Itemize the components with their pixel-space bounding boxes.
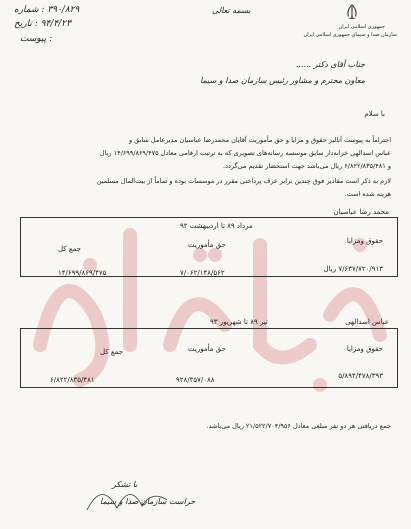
body-line1: احتراماً به پیوست آنالیز حقوق و مزایا و حق مأموریت آقایان محمدرضا عباسیان مدیرعامل سابق و xyxy=(129,136,391,144)
emblem-line2: سازمان صدا و سیمای جمهوری اسلامی ایران xyxy=(303,32,397,38)
signature-line2: حراست سازمان صدا و سیما xyxy=(100,497,196,506)
emblem-icon xyxy=(343,3,361,21)
letter-date: ۹۴/۴/۲۳ : تاریخ xyxy=(14,19,71,29)
emblem-line1: جمهوری اسلامی ایران xyxy=(338,24,385,30)
person2-col-salary: حقوق ومزایا xyxy=(346,345,383,353)
person2-period: تیر ۸۹ تا شهریور ۹۳ xyxy=(210,318,268,326)
body-line4: لازم به ذکر است مقادیر فوق چندین برابر عرف پرداختی مقرر در موسسات بوده و تماماً از بیت‌المال مسلمین xyxy=(96,177,391,185)
bismillah: بسمه تعالی xyxy=(212,6,251,15)
signature-line1: با تشکر xyxy=(112,480,138,489)
letter-number: ۳۹۰/۸۲۹ : شماره xyxy=(14,5,80,15)
greeting: با سلام xyxy=(364,110,385,118)
summary-line: جمع دریافتی هر دو نفر مبلغی معادل ۲۱/۵۲۲/۷۰۴/۹۵۶ ریال می‌باشد. xyxy=(206,422,391,430)
body-line2: عباس اسدالهی خزانه‌دار سابق موسسه رسانه‌های تصویری که به ترتیب ارقامی معادل ۱۴/۶۹۹/۸۶۹/۴۷۵ ریال xyxy=(99,149,391,157)
person1-period: مرداد ۸۹ تا اردیبهشت ۹۲ xyxy=(180,222,253,230)
person2-col-mission: حق مأموریت xyxy=(188,345,226,353)
person1-name: محمد رضا عباسیان xyxy=(333,208,389,216)
person1-col-total: جمع کل xyxy=(58,245,81,253)
body-line3: و ۶/۸۲۲/۸۳۵/۴۸۱ ریال می‌باشد جهت استحضار تقدیم می‌گردد. xyxy=(223,162,391,170)
person2-col-total: جمع کل xyxy=(100,348,123,356)
body-line5: هزینه شده است. xyxy=(344,190,391,198)
addressee-line1: جناب آقای دکتر ...... xyxy=(295,60,365,69)
person2-salary: ۵/۸۹۴/۴۷۸/۳۹۳ xyxy=(338,372,383,380)
person1-col-mission: حق مأموریت xyxy=(188,241,226,249)
person2-name: عباس اسدالهی xyxy=(345,318,389,326)
person1-total: ۱۴/۶۹۹/۸۶۹/۴۷۵ xyxy=(58,269,107,277)
signature-scribble xyxy=(82,470,172,520)
person1-mission: ۷/۰۶۲/۱۴۸/۵۶۲ xyxy=(180,269,225,277)
person2-mission: ۹۲۸/۳۵۷/۰۸۸ xyxy=(176,376,215,384)
person1-salary: ۷/۶۳۷/۷۲۰/۹۱۳ ریال xyxy=(323,265,383,273)
addressee-line2: معاون محترم و مشاور رئیس سازمان صدا و سیما xyxy=(200,76,365,85)
person1-col-salary: حقوق ومزایا xyxy=(346,237,383,245)
person2-total: ۶/۸۲۲/۸۳۵/۴۸۱ xyxy=(50,376,95,384)
letter-attachment: : پیوست xyxy=(20,34,53,44)
